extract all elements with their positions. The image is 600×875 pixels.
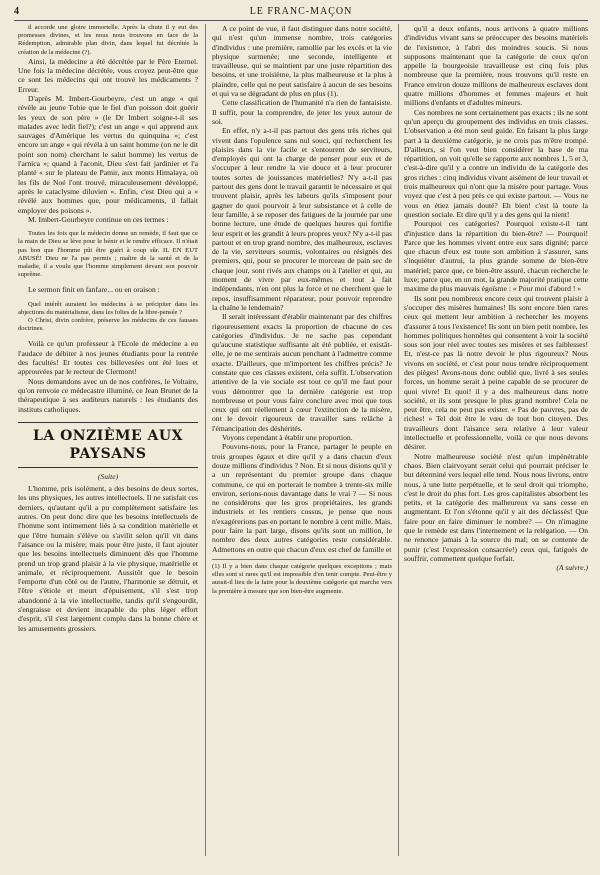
- footnote: (1) Il y a bien dans chaque catégorie quelques exceptions ; mais elles sont si rares qu'il est impossible d'en tenir compte. Peut-être y aurait-il lieu de la faire pour la deuxième catégorie qui marche vers la première à mesure que son bien-être augmente.: [212, 559, 392, 596]
- paragraph: Voyons cependant à établir une proportion.: [222, 433, 353, 443]
- paragraph: qu'il a deux enfants, nous arrivons à quatre millions d'individus vivant sans se préoccuper des besoins matériels de l'existence, à l'abri des moindres soucis. Si nous supposons maintenant que la catégorie de ceux qu'on appelle la bourgeoisie travailleuse est cinq fois plus nombreuse que la première, nous trouvons qu'il reste en France environ douze millions de malheureux esclaves dont quatre millions d'hommes et femmes majeurs et huit millions d'enfants et d'adultes mineurs.: [404, 24, 588, 108]
- paragraph: Notre malheureuse société n'est qu'un impénétrable chaos. Bien clairvoyant serait celui qui pourrait préciser le but déterminé vers lequel elle tend. Nous nous livrons, entre nous, à une lutte perpétuelle, et le seul droit qui triomphe, c'est le droit du plus fort. Les gros capitalistes absorbent les petits, et la catégorie des malheureux va sans cesse en augmentant. Et l'on s'étonne qu'il y ait des déclassés! Que faire pour en faire diminuer le nombre? — On n'imagine que le remède est dans l'internement et la relégation. — On ne renonce jamais à la source du mal; on se contente de punir (c'est l'expression consacrée!) ceux qui, fatigués de souffrir, commettent quelque forfait.: [404, 451, 588, 563]
- paragraph: Nous demandons avec un de nos confrères, le Voltaire, qu'on renvoie ce médecastre illuminé, ce Jean Brunet de la thérapeutique à ses auditeurs naturels : les étudiants des instituts catholiques.: [18, 376, 198, 414]
- column-divider: [205, 24, 206, 856]
- paragraph: M. Imbert-Gourbeyre continue en ces termes :: [28, 214, 169, 224]
- quotation: Toutes les fois que le médecin donne un remède, il faut que ce la main de Dieu se lève pour le bénir et le rendre efficace. Il n'était pas bon que l'homme pût être guéri à coup sûr. IL EN EUT ABUSÉ! Dieu ne l'a pas permis ; maître de la santé et de la maladie, il a voulu que l'homme simplement devant son pouvoir suprême.: [18, 230, 198, 279]
- page-number: 4: [14, 6, 20, 17]
- header-rule: [14, 20, 588, 21]
- paragraph: A ce point de vue, il faut distinguer dans notre société, qui n'est qu'un immense nombre, trois catégories d'individus : une première, ramollie par les excès et la vie physique surmenée; une seconde, intelligente et travailleuse, qui se maintient par une juste répartition des besoins, et une troisième, la plus malheureuse et la plus à plaindre, celle qui ne peut satisfaire à aucun de ses besoins et qui va se dégradant de plus en plus (1).: [212, 24, 392, 99]
- paragraph: Pouvons-nous, pour la France, partager le peuple en trois groupes égaux et dire qu'il y a dans chacun d'eux douze millions d'individus ? Non. Et si nous disions qu'il y a un représentant du premier groupe dans chaque commune, ce qui en porterait le nombre à trente-six mille environ, serions-nous davantage dans le vrai ? — Si nous ne considérons que les gros propriétaires, les grands industriels et les rentiers cossus, je pense que nous n'exagérerions pas en portant le nombre à cent mille. Mais, pour faire la part large, disons qu'ils sont un million, le nombre des deux autres catégories reste considérable. Admettons en outre que chacun d'eux est chef de famille et: [212, 442, 392, 554]
- paragraph: D'après M. Imbert-Gourbeyre, c'est un ange « qui révèle au jeune Tobie que le fiel d'un poisson doit guérir les yeux de son père » (le Dr Imbert soigne-t-il ses malades avec ledit fiel?); c'est un ange « qui apprend aux sauvages d'Amérique les vertus du quinquina »; c'est encore un ange « qui révéla à un saint homme (on ne le dit point son nom) cherchant le salut homme) les vertus de l'arnica »; quand à l'aconit, Dieu s'est fait jardinier et l'a planté « sur le plateau de Pamir, aux monts Himalaya, où les fils de Noé l'ont trouvé, miraculeusement développé, après le cataclysme diluvien ». Enfin, c'est Dieu qui a « révélé aux hommes que, pour médicaments, il fallait employer des poisons ».: [18, 94, 198, 215]
- quotation: Quel intérêt auraient les médecins à se précipiter dans les abjections du matérialisme, dans les folies de la libre-pensée ?: [18, 300, 198, 316]
- newspaper-title: LE FRANC-MAÇON: [249, 6, 353, 17]
- continued-label: (Suite): [97, 471, 119, 481]
- section-title: LA ONZIÈME AUX PAYSANS: [18, 422, 198, 468]
- column-divider: [398, 24, 399, 856]
- paragraph: il accorde une gloire immortelle. Après la chute il y eut des promesses divines, et les nous nous trouvons en face de la Rédemption, admirable plan divin, dans lequel fut décrétée la création de la médecine (?).: [18, 24, 198, 56]
- to-be-continued: (A suivre.): [556, 563, 588, 573]
- paragraph: Ces nombres ne sont certainement pas exacts ; ils ne sont qu'un aperçu du groupement des individus en trois classes. L'observation a été mon seul guide. En faisant la plus large part à la deuxième catégorie, je ne crois pas m'être trompé. D'ailleurs, si l'on veut bien considérer la base de ma répartition, on voit qu'elle se rapporte aux nombres 1, 5 et 3, c'est-à-dire qu'il y a contre un individu de la catégorie des gros riches : cinq individus vivant aisément de leur travail et trois malheureux qui n'ont que la misère pour partage. Vous voyez que c'est à peu près ce qui existe partout. — Vous ne vous en étiez jamais douté? Eh bien! c'est là toute la question sociale. Et dire qu'il y a des gens qui la nient!: [404, 107, 588, 219]
- column-1: [18, 24, 198, 856]
- paragraph: Le sermon finit en fanfare... ou en oraison :: [28, 285, 160, 295]
- paragraph: Pourquoi ces catégories? Pourquoi existe-t-il tant d'injustice dans la répartition du bien-être? — Pourquoi! Parce que les hommes vivent entre eux sans dignité; parce que chacun d'eux est toute son ambition à s'assurer, sans s'inquiéter d'autrui, la plus grande somme de bien-être matériel; parce que, ce bien-être assuré, chacun recherche le luxe; parce que, en un mot, la grande majorité pratique cette maxime du plus mauvais égoïsme : « Pour moi d'abord ! »: [404, 219, 588, 294]
- paragraph: Ainsi, la médecine a été décrétée par le Père Eternel. Une fois la médecine décrétée, vous croyez peut-être que ce sont les médecins qui ont trouvé les médicaments ? Erreur.: [18, 56, 198, 94]
- page-header: [14, 6, 588, 20]
- paragraph: Ils sont peu nombreux encore ceux qui trouvent plaisir à s'occuper des misères humaines! Ils sont encore bien rares ceux qui mettent leur ambition à rechercher les moyens d'assurer à tous l'existence! Ils sont un bien petit nombre, les hommes politiques honnêtes qui consentent à voir la société sous son jour réel avec toutes ses misères et ses faiblesses! Et, n'est-ce pas là notre devoir le plus rigoureux? Nous vivons en société, et c'est pour nous tendre réciproquement des pièges! Avons-nous donc oublié que, livré à ses seules forces, un homme serait à peine capable de se procurer de quoi vivre! Et quoi! il y a des malheureux dans notre société, et ils sont presque le plus grand nombre! Cela ne peut être, cela ne peut pas exister. « Pas de pauvres, pas de riches! » Tel doit être le vœu de tout bon citoyen. Des travailleurs dont l'aisance sera relative à leur valeur intellectuelle et professionnelle, voilà ce que nous devons désirer.: [404, 293, 588, 452]
- column-2: [212, 24, 392, 856]
- paragraph: En effet, n'y a-t-il pas partout des gens très riches qui vivent dans l'opulence sans nul souci, qui recherchent les plaisirs dans la vie facile et s'entourent de serviteurs, d'employés qui ont la charge de penser pour eux et de s'occuper à leur rendre la vie douce et à leur procurer toutes sortes de jouissances matérielles? N'y a-t-il pas partout des gens dont le travail garantit le nécessaire et qui trouvent plaisir, après les labeurs qu'ils s'imposent pour gagner de quoi pourvoir à leur subsistance et à celle de leur famille, à se reposer des fatigues de la journée par une bonne lecture, une étude de quelques heures qui fortifie leur esprit et les grandit à leurs propres yeux? N'y a-t-il pas partout et en trop grand nombre, des malheureux, esclaves de la vie, serviteurs soumis, volontaires ou résignés des premiers, qui, pour se procurer le morceau de pain sec de chaque jour, sont rivés aux champs ou à l'atelier et qui, au moment de vivre par eux-mêmes et tout à fait indépendants, n'en ont plus la force et ne cherchent que le repos, insuffisamment réparateur, pour pouvoir reprendre la chaîne le lendemain?: [212, 126, 392, 312]
- paragraph: Voilà ce qu'un professeur à l'Ecole de médecine a eu l'audace de débiter à nos jeunes étudiants pour la rentrée des facultés! Et toutes ces billevesées ont été lues et approuvées par le recteur de Clermont!: [18, 339, 198, 377]
- paragraph: Il serait intéressant d'établir maintenant par des chiffres rigoureusement exacts la proportion de chacune de ces catégories d'individus. Je ne sache pas cependant qu'aucune statistique suffisante ait été publiée, et existât-elle, je ne me sentirais aucun penchant à l'admettre comme exacte. D'ailleurs, que m'importent les chiffres précis? Je constate que ces classes existent, cela suffit. L'observation attentive de la vie sociale est tout ce qu'il me faut pour vous démontrer que la dernière catégorie est trop nombreuse et pour vous faire conclure avec moi que tous ceux qui ont réellement à cœur l'extinction de la misère, ont le devoir rigoureux de travailler sans relâche à l'émancipation des déshérités.: [212, 312, 392, 433]
- column-3: [404, 24, 588, 856]
- paragraph: Cette classification de l'humanité n'a rien de fantaisiste. Il suffit, pour la comprendre, de jeter les yeux autour de soi.: [212, 98, 392, 126]
- paragraph: L'homme, pris isolément, a des besoins de deux sortes, les uns physiques, les autres intellectuels. Il ne satisfait ces derniers, qu'autant qu'il a pu complètement satisfaire les autres. On peut donc dire que les besoins intellectuels de l'homme sont intimement liés à sa condition matérielle et que l'être humain s'élève ou s'avilit selon qu'il vit dans l'aisance ou la misère; mais pour être juste, il faut ajouter que les besoins intellectuels diminuent dès que l'homme prend un trop grand plaisir à la vie physique, matérielle et animale, et réciproquement. Aussitôt que le besoin l'emporte d'un côté ou de l'autre, l'harmonie se détruit, et l'être s'étiole et meurt d'épuisement, s'il s'est trop abandonné à la vie intellectuelle, tandis qu'il s'engourdit, s'engraisse et devient incapable du plus léger effort d'esprit, s'il s'est largement complu dans la bonne chère et les amusements grossiers.: [18, 484, 198, 633]
- quotation: O Christ, divin confrère, préserve les médecins de ces fausses doctrines.: [18, 317, 198, 333]
